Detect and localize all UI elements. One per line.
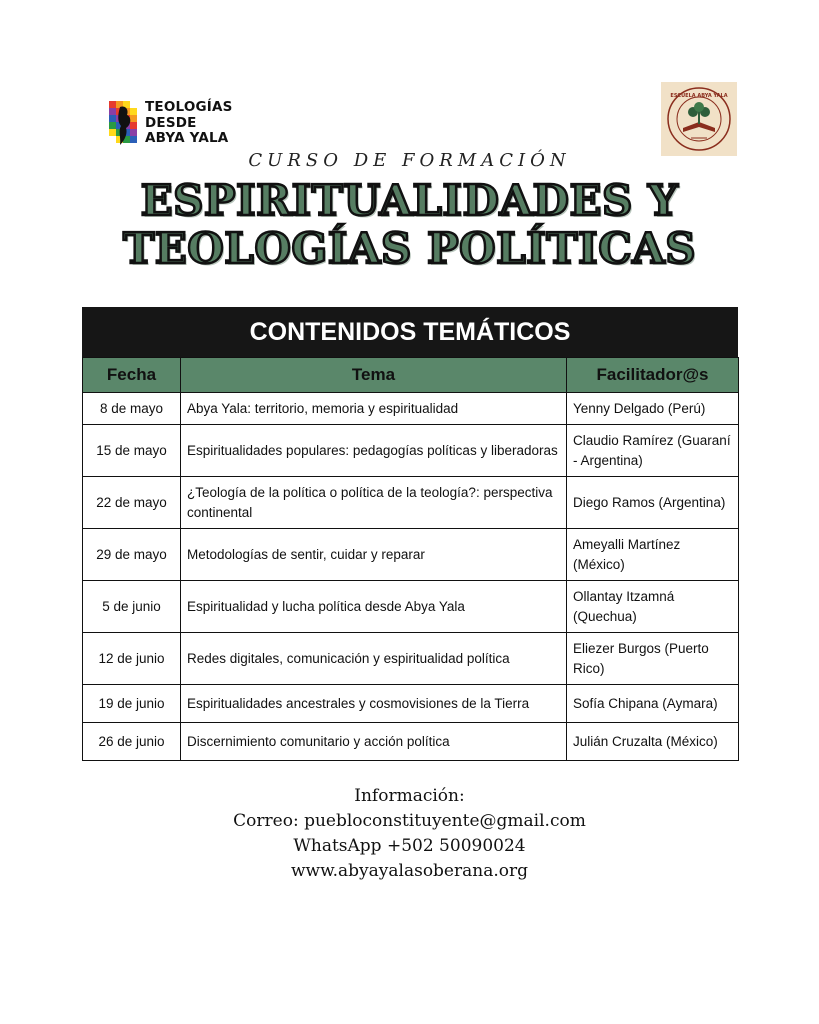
cell-fecha: 15 de mayo: [83, 425, 181, 477]
cell-tema: Espiritualidades populares: pedagogías políticas y liberadoras: [181, 425, 567, 477]
cell-fecha: 22 de mayo: [83, 477, 181, 529]
logo-line-2: DESDE: [145, 114, 197, 131]
cell-fecha: 12 de junio: [83, 633, 181, 685]
table-row: [83, 581, 739, 633]
table-row: [83, 723, 739, 761]
page-title-line-1: ESPIRITUALIDADES Y: [140, 176, 679, 225]
table-row: [83, 529, 739, 581]
info-heading: Información:: [354, 786, 465, 806]
svg-text:ESCUELA ABYA YALA: ESCUELA ABYA YALA: [670, 93, 728, 99]
escuela-seal-icon: [661, 82, 737, 156]
cell-facilitador: Eliezer Burgos (Puerto Rico): [567, 633, 739, 685]
column-header-facilitadores: Facilitador@s: [567, 358, 739, 393]
cell-facilitador: Yenny Delgado (Perú): [567, 393, 739, 425]
logo-line-3: ABYA YALA: [145, 130, 229, 146]
column-header-tema: Tema: [181, 358, 567, 393]
page-title-line-2: TEOLOGÍAS POLÍTICAS: [122, 224, 697, 273]
table-row: [83, 477, 739, 529]
info-whatsapp[interactable]: WhatsApp +502 50090024: [293, 836, 526, 856]
cell-fecha: 29 de mayo: [83, 529, 181, 581]
course-kicker: CURSO DE FORMACIÓN: [248, 150, 571, 171]
teologias-logo: [109, 98, 233, 154]
cell-facilitador: Ollantay Itzamná (Quechua): [567, 581, 739, 633]
cell-facilitador: Ameyalli Martínez (México): [567, 529, 739, 581]
table-heading: CONTENIDOS TEMÁTICOS: [82, 307, 738, 357]
cell-fecha: 8 de mayo: [83, 393, 181, 425]
cell-tema: Abya Yala: territorio, memoria y espiritualidad: [181, 393, 567, 425]
cell-tema: Espiritualidades ancestrales y cosmovisiones de la Tierra: [181, 685, 567, 723]
cell-fecha: 26 de junio: [83, 723, 181, 761]
cell-tema: Metodologías de sentir, cuidar y reparar: [181, 529, 567, 581]
logo-wordmark: [145, 100, 233, 147]
cell-facilitador: Claudio Ramírez (Guaraní - Argentina): [567, 425, 739, 477]
cell-tema: ¿Teología de la política o política de la teología?: perspectiva continental: [181, 477, 567, 529]
cell-tema: Redes digitales, comunicación y espiritualidad política: [181, 633, 567, 685]
cell-facilitador: Julián Cruzalta (México): [567, 723, 739, 761]
cell-facilitador: Sofía Chipana (Aymara): [567, 685, 739, 723]
info-email[interactable]: Correo: puebloconstituyente@gmail.com: [233, 811, 586, 831]
contact-info: [0, 784, 819, 884]
table-row: [83, 425, 739, 477]
table-row: [83, 633, 739, 685]
table-row: [83, 393, 739, 425]
schedule-table: [82, 357, 739, 761]
cell-facilitador: Diego Ramos (Argentina): [567, 477, 739, 529]
column-header-fecha: Fecha: [83, 358, 181, 393]
table-row: [83, 685, 739, 723]
wiphala-mosaic-icon: [109, 101, 145, 147]
logo-line-1: TEOLOGÍAS: [145, 99, 233, 115]
table-header-row: [83, 358, 739, 393]
info-website[interactable]: www.abyayalasoberana.org: [290, 861, 528, 881]
cell-tema: Discernimiento comunitario y acción política: [181, 723, 567, 761]
cell-fecha: 5 de junio: [83, 581, 181, 633]
cell-fecha: 19 de junio: [83, 685, 181, 723]
contents-table-section: [82, 307, 738, 761]
cell-tema: Espiritualidad y lucha política desde Abya Yala: [181, 581, 567, 633]
